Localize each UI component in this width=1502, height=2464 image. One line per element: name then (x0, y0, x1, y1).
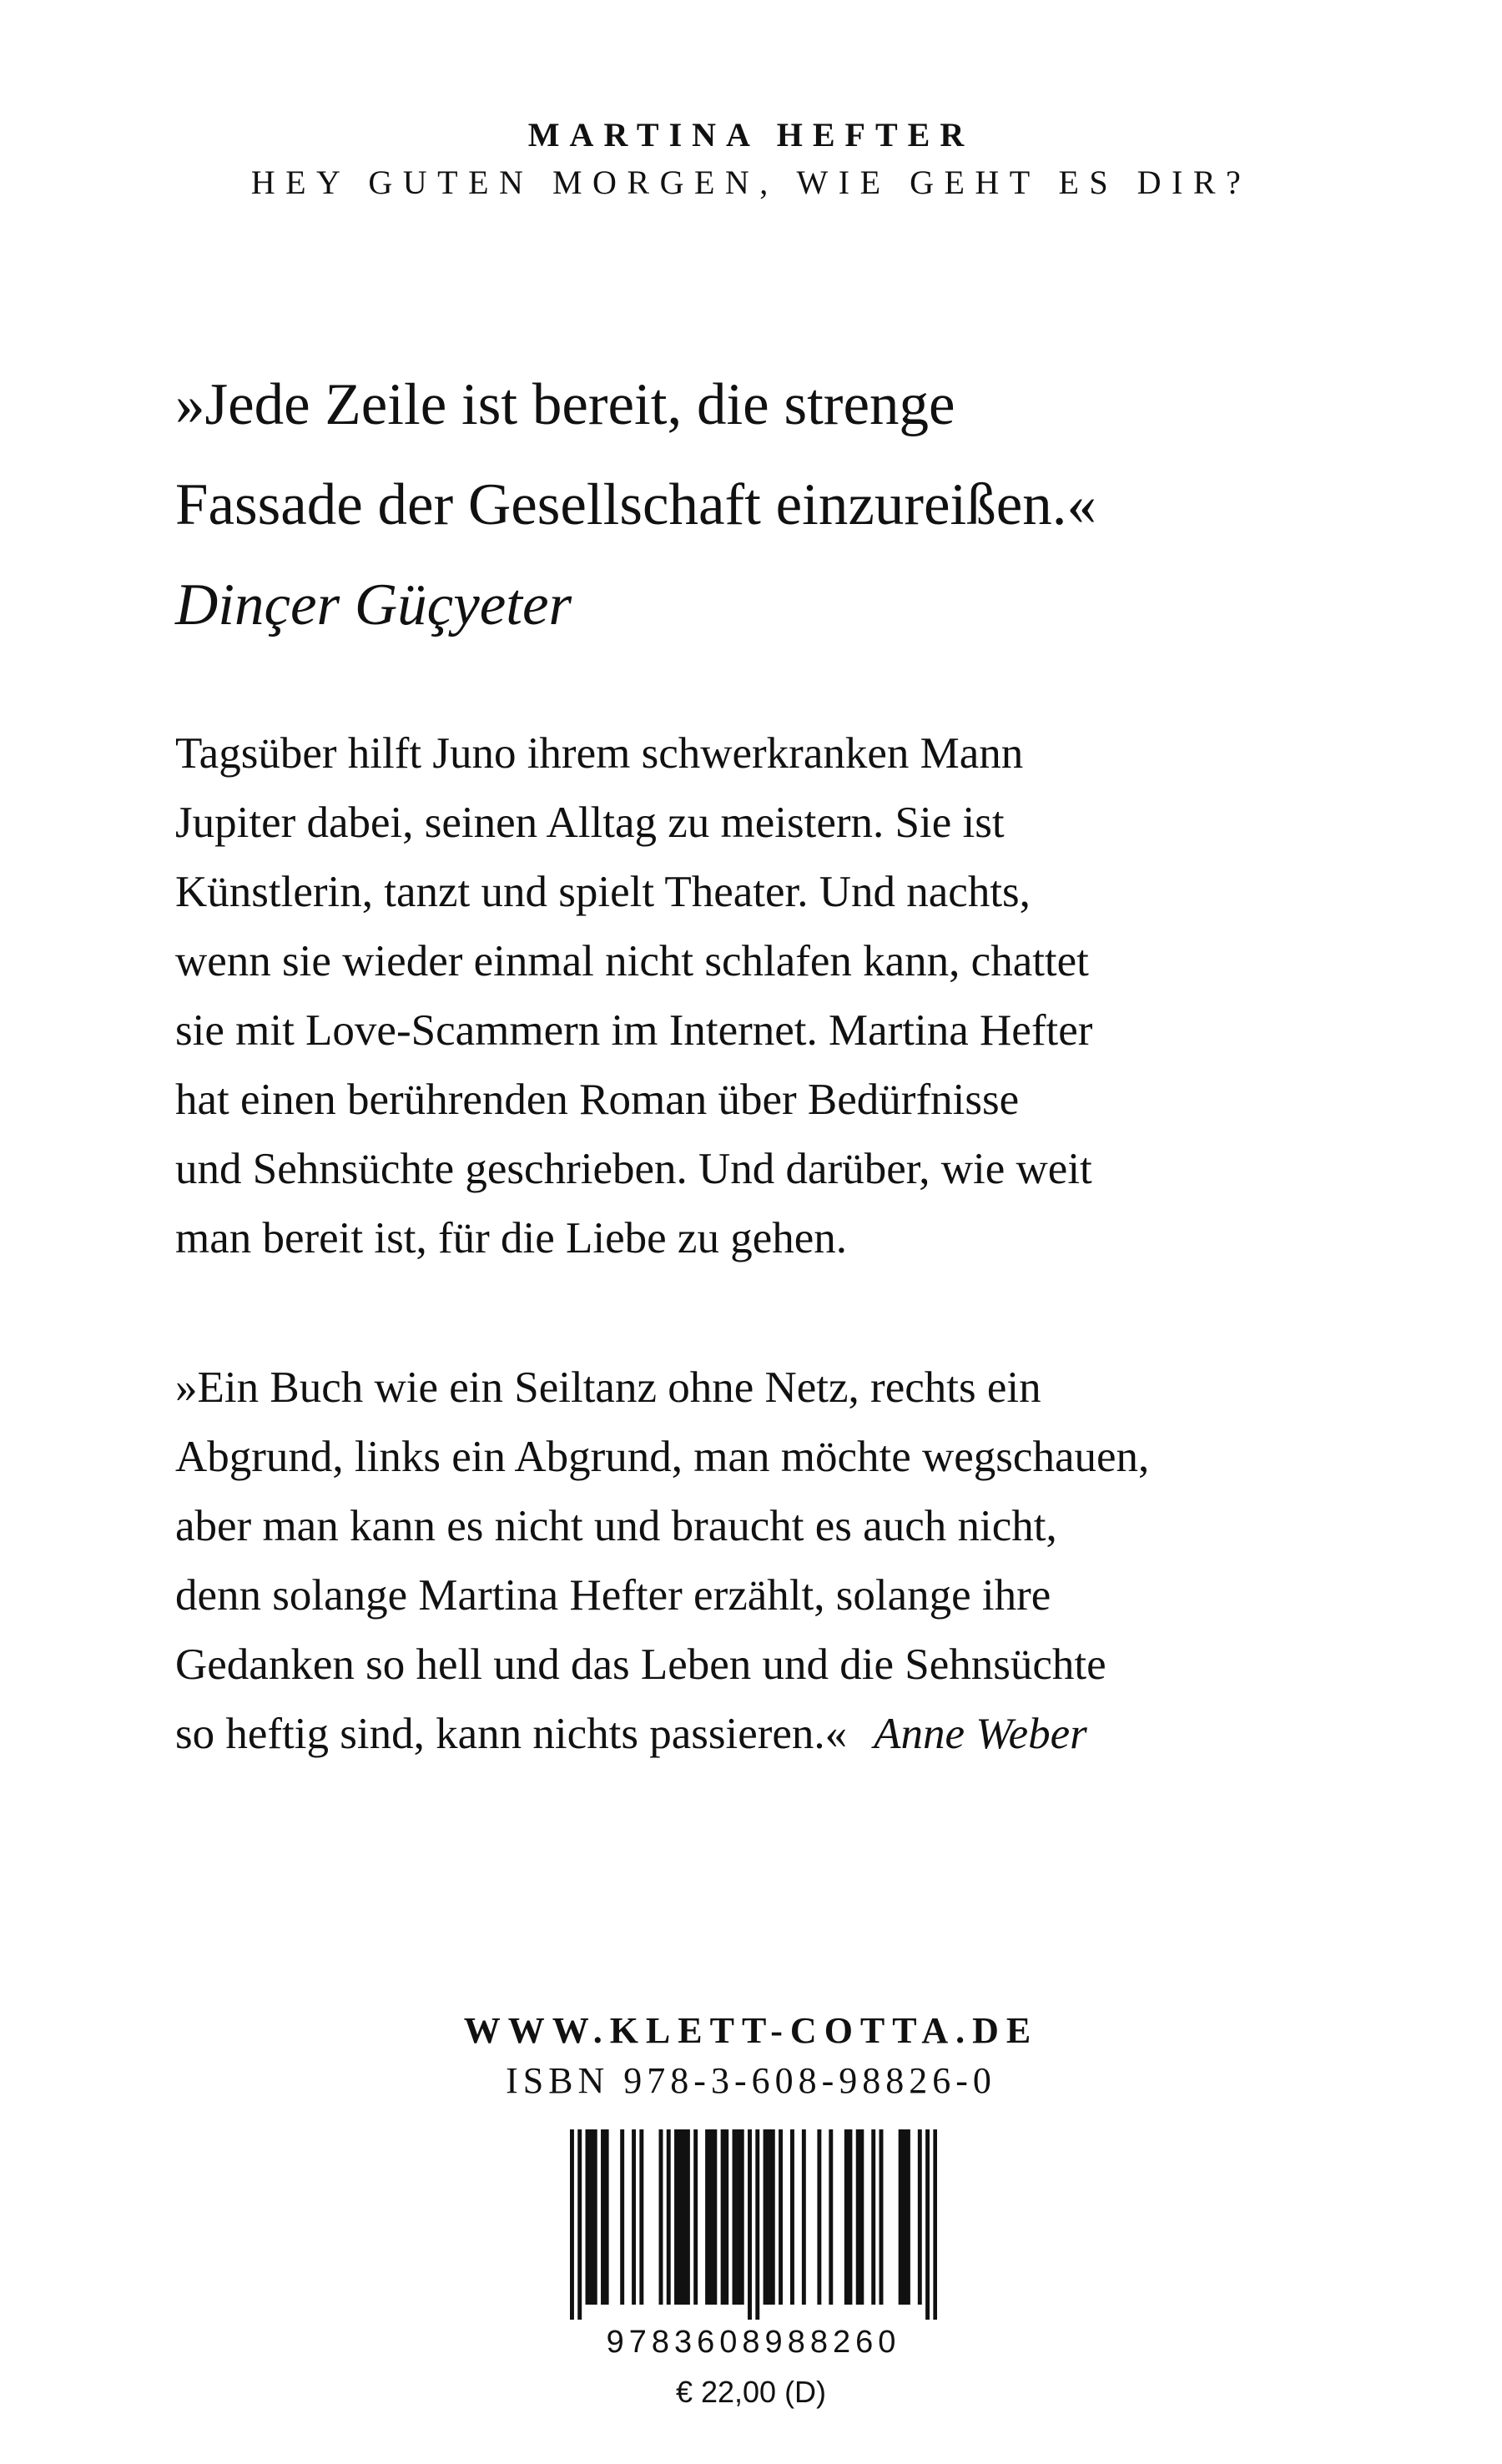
review-quote-attribution: Anne Weber (874, 1710, 1087, 1758)
barcode-bar (713, 2129, 717, 2305)
barcode-bar (859, 2129, 864, 2305)
barcode-bar (871, 2129, 875, 2305)
barcode-bar (674, 2129, 678, 2305)
barcode-bar (906, 2129, 910, 2305)
barcode-bar (790, 2129, 794, 2305)
barcode-bar (586, 2129, 590, 2305)
barcode-bar (733, 2129, 737, 2305)
barcode (570, 2129, 937, 2320)
barcode-bar (925, 2129, 930, 2320)
review-quote-line: »Ein Buch wie ein Seiltanz ohne Netz, rechts ein (175, 1363, 1041, 1412)
barcode-bar (779, 2129, 783, 2305)
barcode-bar (918, 2129, 922, 2305)
barcode-bar (767, 2129, 771, 2305)
blurb-line: hat einen berührenden Roman über Bedürfnisse (175, 1076, 1020, 1124)
author-name: MARTINA HEFTER (527, 116, 975, 154)
blurb-line: Künstlerin, tanzt und spielt Theater. Und nachts, (175, 868, 1031, 916)
barcode-bar (667, 2129, 671, 2305)
blurb-line: Tagsüber hilft Juno ihrem schwerkranken Mann (175, 729, 1024, 778)
blurb-line: man bereit ist, für die Liebe zu gehen. (175, 1214, 847, 1262)
barcode-bar (802, 2129, 806, 2305)
barcode-bar (682, 2129, 686, 2305)
barcode-bar (829, 2129, 833, 2305)
barcode-bar (577, 2129, 582, 2320)
barcode-bar (764, 2129, 768, 2305)
featured-quote-attribution: Dinçer Güçyeter (175, 572, 572, 637)
barcode-bar (709, 2129, 713, 2305)
barcode-bar (880, 2129, 884, 2305)
barcode-bar (589, 2129, 593, 2305)
barcode-bar (817, 2129, 821, 2305)
featured-quote-line: »Jede Zeile ist bereit, die strenge (175, 372, 955, 437)
review-quote-line: denn solange Martina Hefter erzählt, solange ihre (175, 1571, 1051, 1620)
barcode-bar (848, 2129, 852, 2305)
barcode-bar (755, 2129, 759, 2320)
barcode-digits: 9783608988260 (606, 2325, 901, 2360)
barcode-bar (748, 2129, 752, 2320)
barcode-bar (632, 2129, 636, 2305)
barcode-bar (899, 2129, 903, 2305)
blurb-line: und Sehnsüchte geschrieben. Und darüber, wie weit (175, 1145, 1092, 1193)
barcode-bar (856, 2129, 860, 2305)
review-quote (175, 1353, 1343, 1769)
barcode-bar (721, 2129, 725, 2305)
barcode-bar (705, 2129, 709, 2305)
barcode-bar (902, 2129, 906, 2305)
barcode-icon (570, 2129, 937, 2320)
barcode-bar (620, 2129, 624, 2305)
barcode-bar (686, 2129, 690, 2305)
review-quote-line: aber man kann es nicht und braucht es auch nicht, (175, 1502, 1057, 1550)
barcode-bar (605, 2129, 609, 2305)
blurb-line: sie mit Love-Scammern im Internet. Martina Hefter (175, 1006, 1093, 1055)
featured-quote (175, 355, 1343, 655)
barcode-bar (678, 2129, 683, 2305)
isbn-text: ISBN 978-3-608-98826-0 (506, 2060, 996, 2101)
review-quote-line: Abgrund, links ein Abgrund, man möchte wegschauen, (175, 1433, 1150, 1481)
blurb-paragraph (175, 719, 1343, 1273)
barcode-bar (593, 2129, 597, 2305)
barcode-bar (601, 2129, 605, 2305)
barcode-bar (570, 2129, 574, 2320)
barcode-bar (771, 2129, 775, 2305)
price: € 22,00 (D) (675, 2375, 827, 2409)
barcode-bar (693, 2129, 698, 2305)
barcode-bar (740, 2129, 744, 2305)
barcode-bar (724, 2129, 728, 2305)
barcode-bar (736, 2129, 740, 2305)
publisher-website: WWW.KLETT-COTTA.DE (463, 2010, 1039, 2051)
book-title: HEY GUTEN MORGEN, WIE GEHT ES DIR? (250, 164, 1252, 201)
blurb-line: Jupiter dabei, seinen Alltag zu meistern. Sie ist (175, 799, 1005, 847)
barcode-bar (933, 2129, 937, 2320)
review-quote-line: so heftig sind, kann nichts passieren.« (175, 1710, 848, 1758)
review-quote-line: Gedanken so hell und das Leben und die Sehnsüchte (175, 1640, 1106, 1689)
barcode-bar (659, 2129, 663, 2305)
blurb-line: wenn sie wieder einmal nicht schlafen kann, chattet (175, 937, 1089, 985)
barcode-bar (639, 2129, 643, 2305)
review-quote-last-line (175, 1700, 1343, 1769)
barcode-bar (844, 2129, 849, 2305)
featured-quote-line: Fassade der Gesellschaft einzureißen.« (175, 472, 1097, 537)
